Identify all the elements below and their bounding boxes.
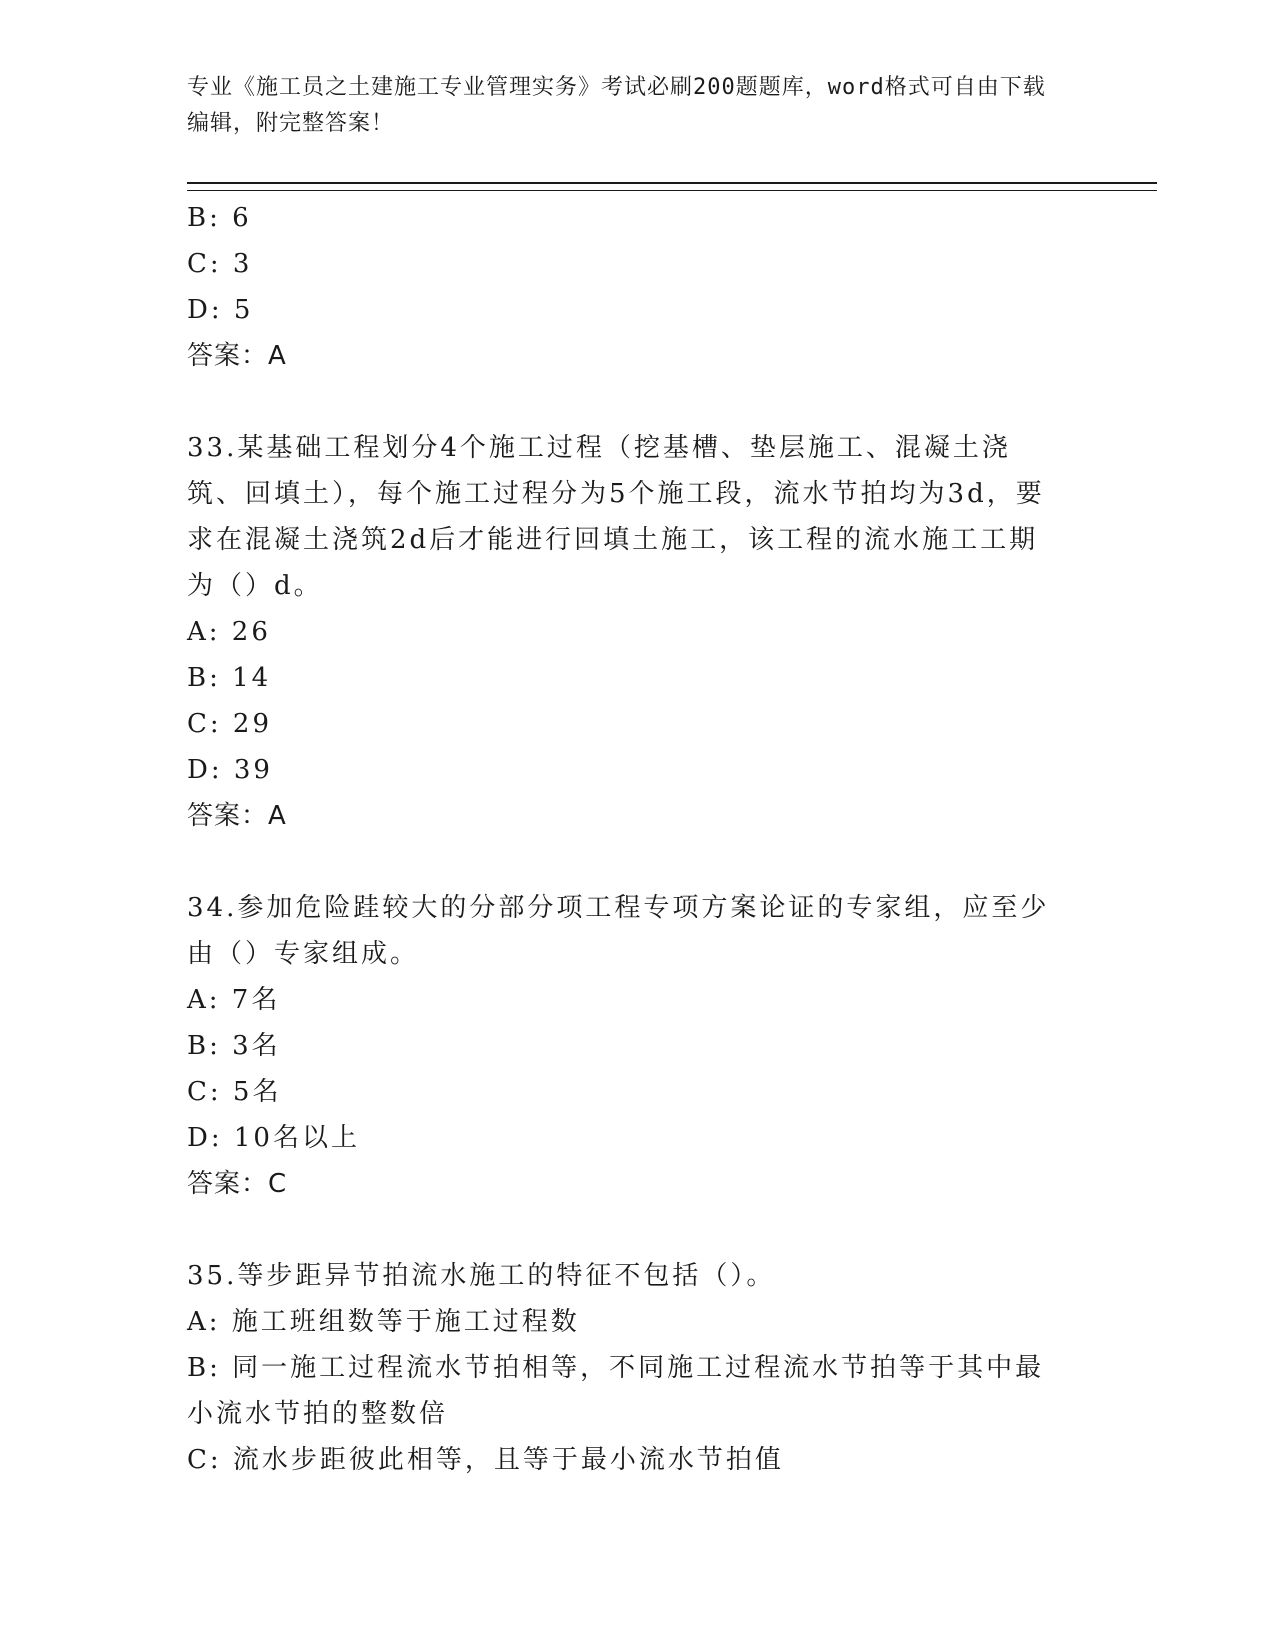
question-34	[187, 885, 1157, 1207]
question-text: 34.参加危险跬较大的分部分项工程专项方案论证的专家组，应至少由（）专家组成。	[187, 893, 1050, 969]
answer-line: 答案：A	[187, 341, 287, 371]
option-b: B: 14	[187, 663, 272, 693]
spacer	[187, 1207, 1157, 1253]
option-d: D: 39	[187, 755, 273, 785]
option-d: D: 10名以上	[187, 1123, 360, 1153]
question-35	[187, 1253, 1157, 1483]
document-header: 专业《施工员之土建施工专业管理实务》考试必刷200题题库，word格式可自由下载编辑，附完整答案！	[187, 75, 1046, 136]
header-rule	[187, 182, 1157, 191]
option-a: A: 施工班组数等于施工过程数	[187, 1307, 580, 1337]
question-text: 35.等步距异节拍流水施工的特征不包括（）。	[187, 1261, 776, 1291]
option-c: C: 3	[187, 249, 253, 279]
document-page	[187, 70, 1157, 1483]
answer-line: 答案：A	[187, 801, 287, 831]
option-d: D: 5	[187, 295, 254, 325]
option-a: A: 7名	[187, 985, 281, 1015]
previous-question-tail	[187, 195, 1157, 379]
option-c: C: 流水步距彼此相等，且等于最小流水节拍值	[187, 1445, 784, 1475]
question-33	[187, 425, 1157, 839]
spacer	[187, 379, 1157, 425]
document-content	[187, 195, 1157, 1483]
question-text: 33.某基础工程划分4个施工过程（挖基槽、垫层施工、混凝土浇筑、回填土），每个施工过程分为5个施工段，流水节拍均为3d，要求在混凝土浇筑2d后才能进行回填土施工，该工程的流水施工工期为（）d。	[187, 433, 1045, 601]
option-c: C: 5名	[187, 1077, 282, 1107]
option-b: B: 3名	[187, 1031, 281, 1061]
option-a: A: 26	[187, 617, 271, 647]
option-b: B: 6	[187, 203, 252, 233]
spacer	[187, 839, 1157, 885]
option-c: C: 29	[187, 709, 273, 739]
answer-line: 答案：C	[187, 1169, 288, 1199]
option-b: B: 同一施工过程流水节拍相等，不同施工过程流水节拍等于其中最小流水节拍的整数倍	[187, 1353, 1045, 1429]
